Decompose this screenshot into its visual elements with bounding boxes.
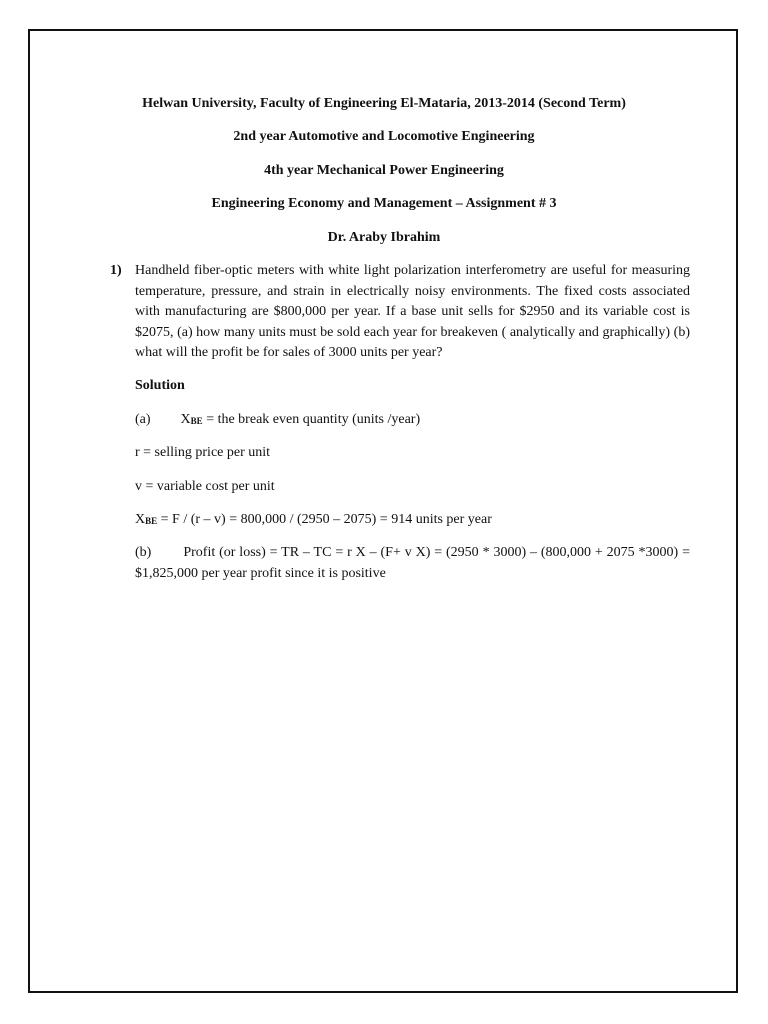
xbe-symbol: [181, 412, 203, 427]
question-text: Handheld fiber-optic meters with white light polarization interferometry are useful for measuring temperature, pressure, and strain in electrically noisy environments. The fixed costs associated with manufacturing are $800,000 per year. If a base unit sells for $2950 and its variable cost is $2075, (a) how many units must be sold each year for breakeven ( analytically and graphically) (b) what will the profit be for sales of 3000 units per year?: [135, 263, 690, 361]
program-line-mechanical: 4th year Mechanical Power Engineering: [264, 163, 504, 178]
part-a-definition: [135, 411, 420, 430]
xbe-subscript: BE: [145, 516, 158, 526]
xbe-formula-line: [135, 511, 492, 530]
instructor-name: Dr. Araby Ibrahim: [327, 230, 441, 245]
assignment-title: Engineering Economy and Management – Assignment # 3: [211, 196, 557, 211]
xbe-subscript: BE: [190, 416, 203, 426]
program-line-automotive: 2nd year Automotive and Locomotive Engineering: [233, 129, 535, 144]
xbe-letter: X: [135, 512, 146, 527]
question-number: 1): [110, 263, 122, 278]
solution-heading: Solution: [135, 378, 185, 393]
part-b-paragraph: [135, 543, 690, 584]
part-a-label: (a): [135, 412, 151, 427]
v-definition: v = variable cost per unit: [135, 479, 275, 494]
xbe-definition: = the break even quantity (units /year): [202, 412, 421, 427]
university-title: Helwan University, Faculty of Engineering El-Mataria, 2013-2014 (Second Term): [142, 96, 626, 111]
part-b-text: Profit (or loss) = TR – TC = r X – (F+ v X) = (2950 * 3000) – (800,000 + 2075 *3000) = $1,825,000 per year profit since it is positive: [135, 545, 690, 581]
xbe-formula: = F / (r – v) = 800,000 / (2950 – 2075) = 914 units per year: [157, 512, 492, 527]
question-1: [110, 261, 690, 364]
r-definition: r = selling price per unit: [135, 445, 271, 460]
part-b-label: (b): [135, 545, 152, 560]
xbe-letter: X: [180, 412, 191, 427]
